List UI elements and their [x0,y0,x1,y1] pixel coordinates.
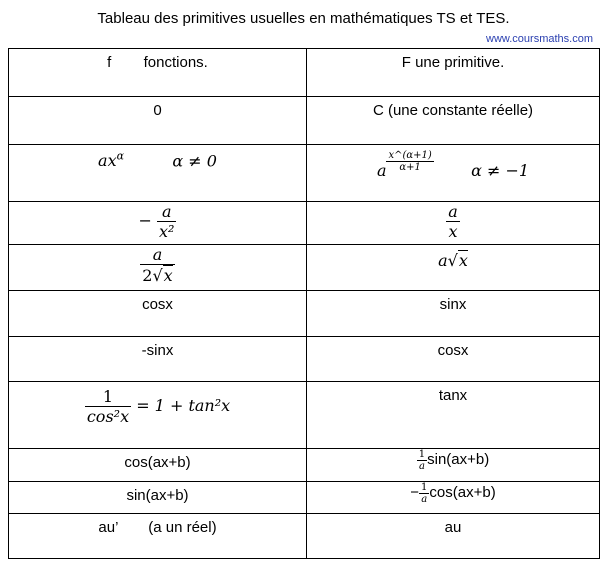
table-row [9,245,600,291]
table-row [9,145,600,202]
function-zero: 0 [153,102,162,119]
function-minus-sin: -sinx [141,342,174,359]
function-inverse-cos-squared: $\frac{1}{\text{cos²x}}$ = 1 + tan²x [86,387,231,426]
primitive-cell [307,291,600,337]
header-functions [9,49,307,97]
primitive-power-condition: α ≠ −1 [471,161,530,180]
function-cell [9,145,307,202]
primitive-cell [307,449,600,482]
primitive-cell [307,97,600,145]
function-cell [9,514,307,559]
primitive-inverse: $\frac{a}{x}$ [448,202,458,241]
table-header-row [9,49,600,97]
primitive-cell [307,245,600,291]
primitive-cell [307,482,600,514]
table-row [9,291,600,337]
function-cell [9,291,307,337]
primitive-cell [307,145,600,202]
function-inverse-square: − $\frac{a}{\text{x²}}$ [138,202,175,241]
function-cos-affine: cos(ax+b) [124,454,191,471]
primitive-sin-affine: $\frac{1}{a}$ sin(ax+b) [418,449,490,472]
primitive-power: a $\frac{x\^{}(\alpha+1)}{\alpha+1}$ [376,150,432,180]
function-cell [9,245,307,291]
primitive-cell [307,337,600,382]
function-cell [9,202,307,245]
table-row [9,202,600,245]
header-f-symbol: f [107,54,112,71]
primitive-cell [307,514,600,559]
function-cell [9,449,307,482]
function-au-prime: au’ [98,519,118,536]
primitive-sqrt: a√x [438,251,468,270]
header-primitive [307,49,600,97]
function-cell [9,482,307,514]
primitive-au: au [444,519,462,536]
primitive-sin: sinx [439,296,467,313]
function-cell [9,382,307,449]
primitive-constant: C (une constante réelle) [372,102,534,119]
function-cell [9,337,307,382]
table-row [9,482,600,514]
table-row [9,449,600,482]
primitive-cell [307,202,600,245]
function-power: $ax^\alpha$ [98,150,125,171]
primitives-table [8,48,600,559]
table-row [9,514,600,559]
table-row [9,97,600,145]
table-row [9,382,600,449]
function-power-condition: α ≠ 0 [172,151,217,171]
function-cos: cosx [142,296,173,313]
header-primitive-label: une primitive. [415,54,505,71]
page-title: Tableau des primitives usuelles en mathématiques TS et TES. [97,10,510,27]
function-sin-affine: sin(ax+b) [126,487,189,504]
site-url: www.coursmaths.com [486,33,593,45]
primitive-tan: tanx [438,387,468,404]
table-row [9,337,600,382]
function-au-prime-note: (a un réel) [148,519,217,536]
primitive-cos: cosx [437,342,469,359]
function-cell [9,97,307,145]
header-functions-label: fonctions. [143,54,208,71]
primitive-cos-affine: − $\frac{1}{a}$ cos(ax+b) [410,482,496,505]
header-F-symbol: F [401,54,411,71]
function-inverse-sqrt: $\frac{a}{2√x}$ [142,245,173,285]
primitive-cell [307,382,600,449]
